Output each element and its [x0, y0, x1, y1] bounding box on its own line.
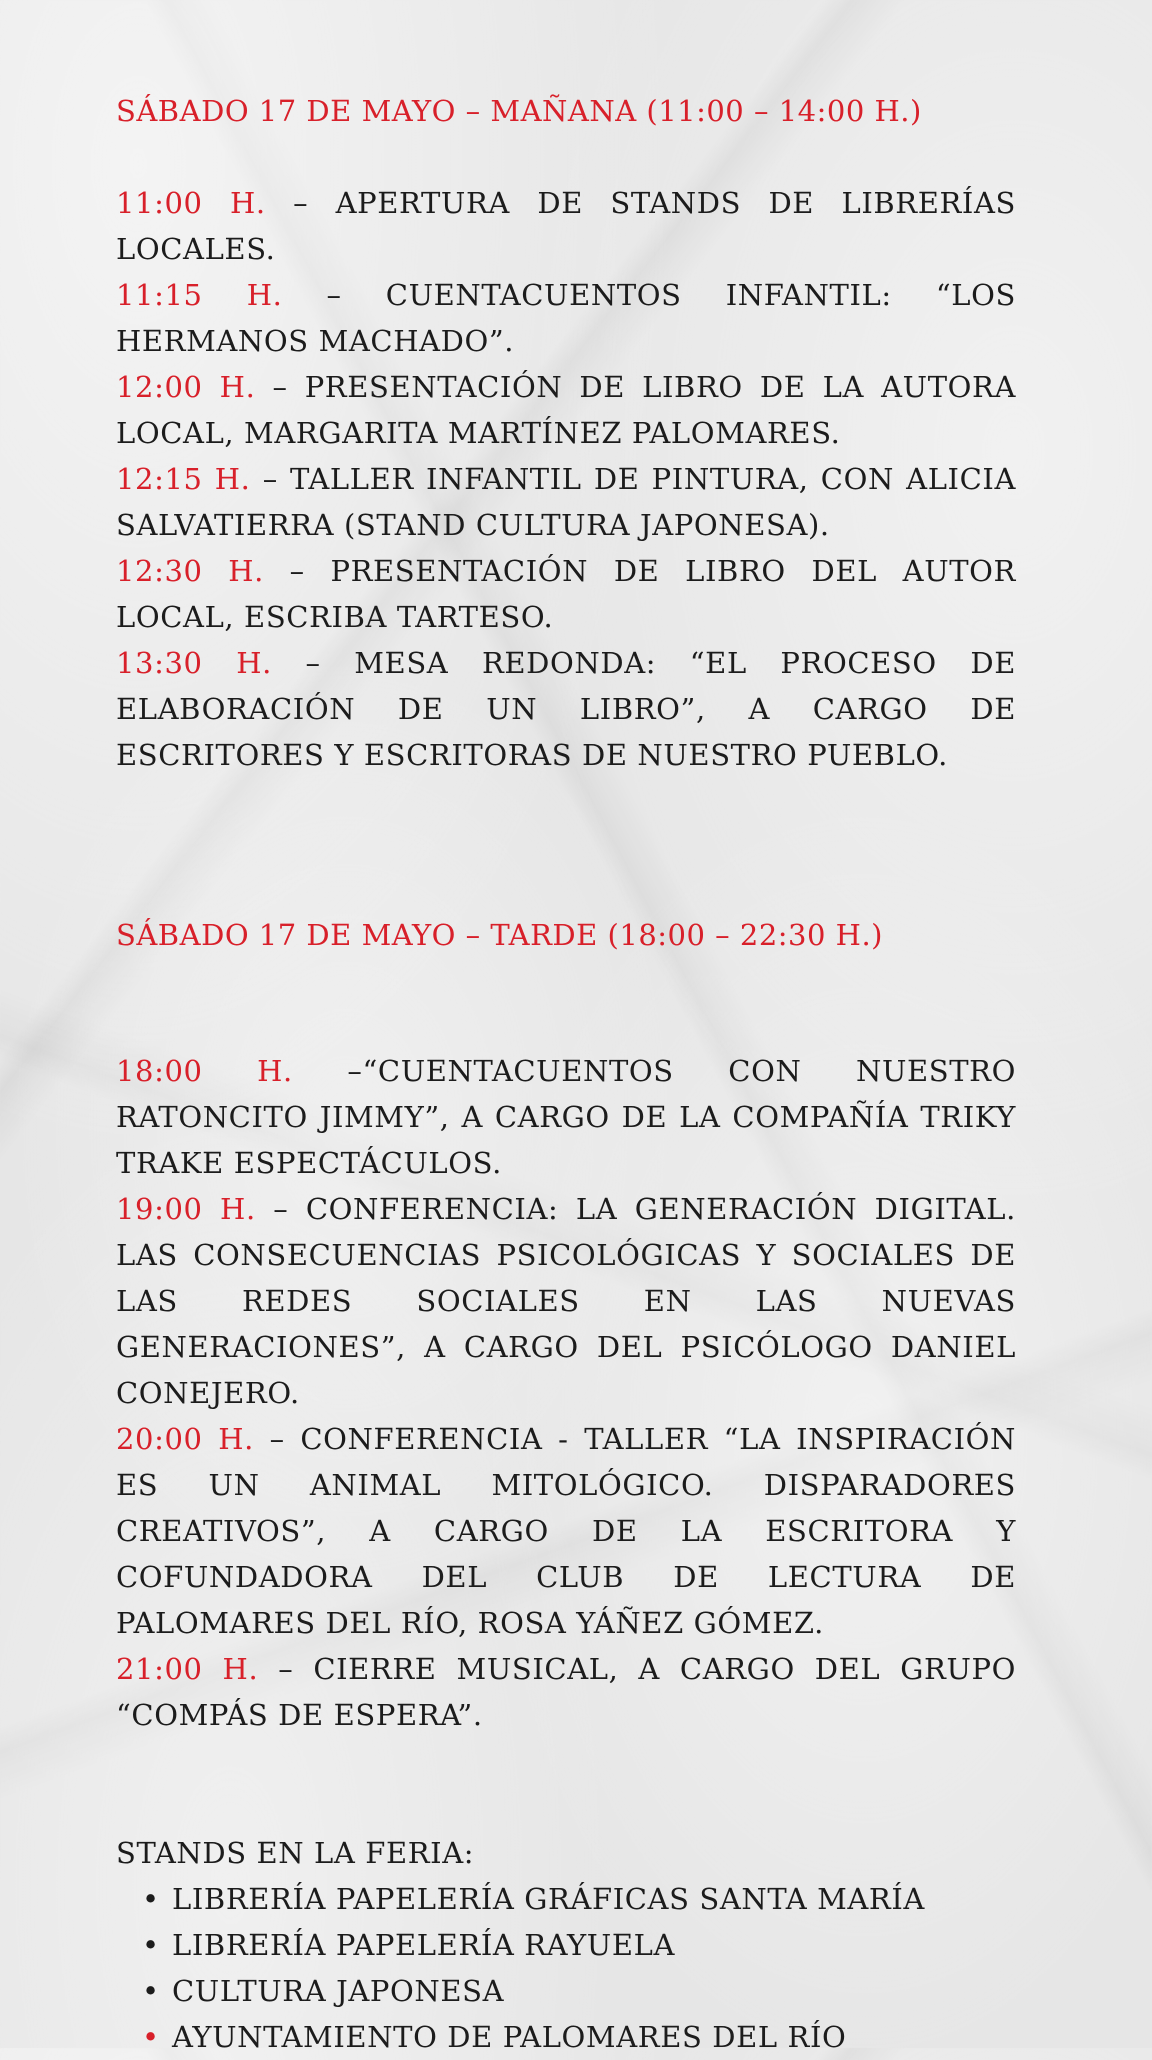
list-item: [138, 2014, 1016, 2060]
stand-label: CULTURA JAPONESA: [172, 1974, 505, 2008]
schedule-text: – TALLER INFANTIL DE PINTURA, CON ALICIA SALVATIERRA (STAND CULTURA JAPONESA).: [116, 462, 1016, 542]
stand-label: AYUNTAMIENTO DE PALOMARES DEL RÍO: [172, 2020, 847, 2054]
morning-section-title: SÁBADO 17 DE MAYO – MAÑANA (11:00 – 14:00 H.): [116, 94, 922, 128]
schedule-time: 12:30 H.: [116, 554, 264, 588]
schedule-text: – CONFERENCIA - TALLER “LA INSPIRACIÓN ES UN ANIMAL MITOLÓGICO. DISPARADORES CREATIVOS”, A CARGO DE LA ESCRITORA Y COFUNDADORA DEL CLUB DE LECTURA DE PALOMARES DEL RÍO, ROSA YÁÑEZ GÓMEZ.: [116, 1422, 1016, 1640]
schedule-text: –“CUENTACUENTOS CON NUESTRO RATONCITO JIMMY”, A CARGO DE LA COMPAÑÍA TRIKY TRAKE ESPECTÁCULOS.: [116, 1054, 1016, 1180]
stands-title: STANDS EN LA FERIA:: [116, 1836, 475, 1870]
bullet-icon: •: [142, 1928, 160, 1962]
list-item: [138, 1968, 1016, 2014]
schedule-text: – CUENTACUENTOS INFANTIL: “LOS HERMANOS MACHADO”.: [116, 278, 1016, 358]
schedule-item: [116, 1186, 1016, 1416]
schedule-time: 20:00 H.: [116, 1422, 254, 1456]
schedule-time: 12:15 H.: [116, 462, 251, 496]
schedule-item: [116, 456, 1016, 548]
afternoon-section-title: SÁBADO 17 DE MAYO – TARDE (18:00 – 22:30 H.): [116, 918, 883, 952]
list-item: [138, 1876, 1016, 1922]
stands-list: [116, 1876, 1016, 2060]
schedule-time: 11:15 H.: [116, 278, 283, 312]
schedule-text: – CONFERENCIA: LA GENERACIÓN DIGITAL. LAS CONSECUENCIAS PSICOLÓGICAS Y SOCIALES DE LAS REDES SOCIALES EN LAS NUEVAS GENERACIONES”, A CARGO DEL PSICÓLOGO DANIEL CONEJERO.: [116, 1192, 1016, 1410]
schedule-time: 13:30 H.: [116, 646, 272, 680]
bullet-icon: •: [142, 1882, 160, 1916]
schedule-text: – PRESENTACIÓN DE LIBRO DEL AUTOR LOCAL, ESCRIBA TARTESO.: [116, 554, 1016, 634]
schedule-item: [116, 272, 1016, 364]
afternoon-schedule: [116, 1048, 1016, 1738]
schedule-text: – PRESENTACIÓN DE LIBRO DE LA AUTORA LOCAL, MARGARITA MARTÍNEZ PALOMARES.: [116, 370, 1016, 450]
schedule-time: 18:00 H.: [116, 1054, 293, 1088]
stands-section: [116, 1830, 1016, 2060]
schedule-item: [116, 1646, 1016, 1738]
list-item: [138, 1922, 1016, 1968]
schedule-item: [116, 180, 1016, 272]
schedule-item: [116, 1048, 1016, 1186]
schedule-text: – CIERRE MUSICAL, A CARGO DEL GRUPO “COMPÁS DE ESPERA”.: [116, 1652, 1016, 1732]
schedule-text: – APERTURA DE STANDS DE LIBRERÍAS LOCALES.: [116, 186, 1017, 266]
schedule-item: [116, 548, 1016, 640]
schedule-time: 12:00 H.: [116, 370, 256, 404]
program-document: [116, 88, 1016, 2060]
schedule-item: [116, 1416, 1016, 1646]
schedule-time: 19:00 H.: [116, 1192, 256, 1226]
bullet-icon: •: [142, 2020, 160, 2054]
schedule-time: 11:00 H.: [116, 186, 266, 220]
bullet-icon: •: [142, 1974, 160, 2008]
schedule-text: – MESA REDONDA: “EL PROCESO DE ELABORACIÓN DE UN LIBRO”, A CARGO DE ESCRITORES Y ESCRITORAS DE NUESTRO PUEBLO.: [116, 646, 1016, 772]
schedule-item: [116, 364, 1016, 456]
schedule-time: 21:00 H.: [116, 1652, 259, 1686]
stand-label: LIBRERÍA PAPELERÍA GRÁFICAS SANTA MARÍA: [172, 1882, 925, 1916]
schedule-item: [116, 640, 1016, 778]
morning-schedule: [116, 180, 1016, 778]
stand-label: LIBRERÍA PAPELERÍA RAYUELA: [172, 1928, 675, 1962]
